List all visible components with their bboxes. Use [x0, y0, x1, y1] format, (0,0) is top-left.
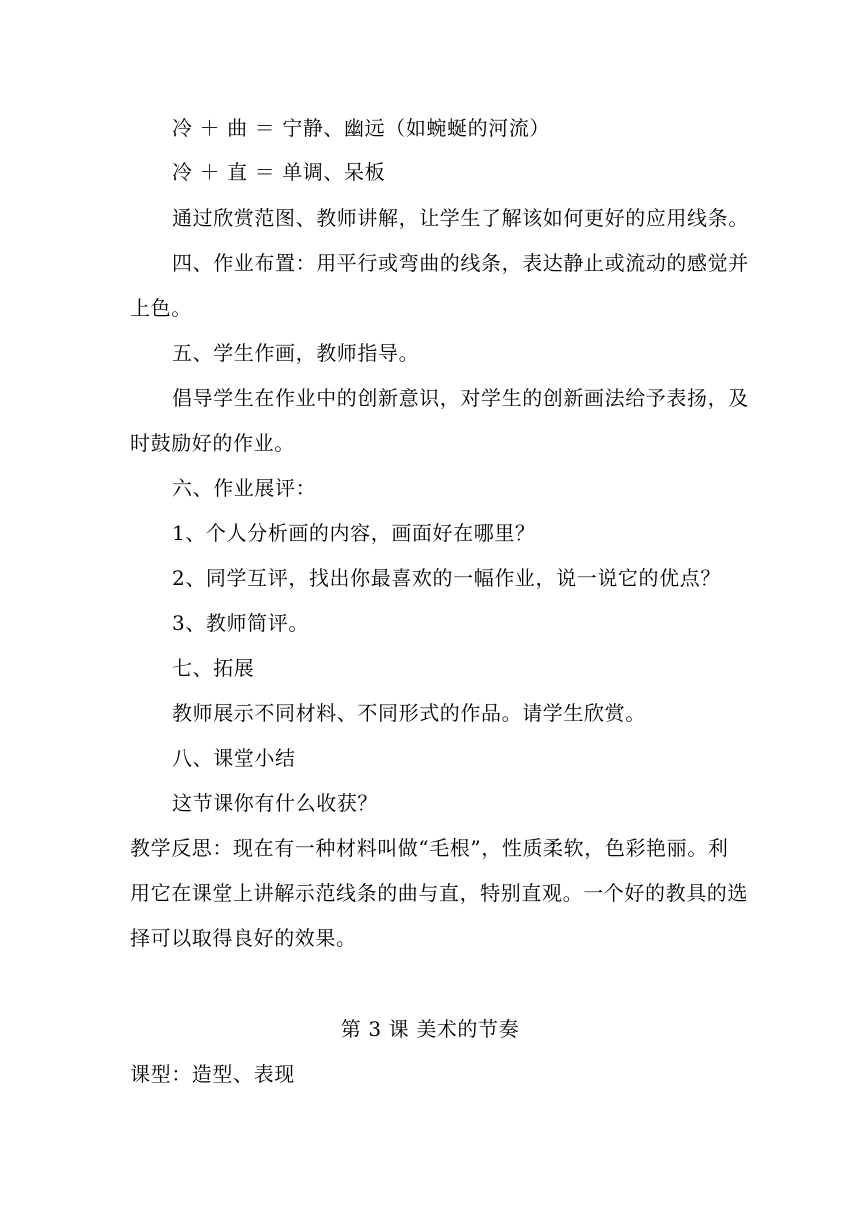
text-line: 用它在课堂上讲解示范线条的曲与直，特别直观。一个好的教具的选 — [130, 881, 748, 905]
text-line: 择可以取得良好的效果。 — [130, 926, 357, 950]
text-line: 倡导学生在作业中的创新意识，对学生的创新画法给予表扬，及 — [172, 386, 749, 410]
text-line: 四、作业布置：用平行或弯曲的线条，表达静止或流动的感觉并 — [172, 251, 749, 275]
text-line: 上色。 — [130, 296, 192, 320]
text-line: 1、个人分析画的内容，画面好在哪里？ — [172, 521, 536, 545]
text-line: 2、同学互评，找出你最喜欢的一幅作业，说一说它的优点？ — [172, 566, 721, 590]
text-line: 时鼓励好的作业。 — [130, 431, 295, 455]
text-line: 3、教师简评。 — [172, 611, 309, 635]
text-line: 教学反思：现在有一种材料叫做“毛根”，性质柔软，色彩艳丽。利 — [130, 836, 729, 860]
text-line: 冷 ＋ 直 ＝ 单调、呆板 — [172, 160, 386, 184]
text-line: 五、学生作画，教师指导。 — [172, 341, 420, 365]
text-line: 教师展示不同材料、不同形式的作品。请学生欣赏。 — [172, 701, 646, 725]
text-line: 七、拓展 — [172, 656, 255, 680]
text-line: 六、作业展评： — [172, 476, 317, 500]
text-line: 冷 ＋ 曲 ＝ 宁静、幽远（如蜿蜒的河流） — [172, 116, 551, 140]
text-line: 八、课堂小结 — [172, 746, 296, 770]
text-line: 这节课你有什么收获？ — [172, 791, 378, 815]
text-line: 通过欣赏范图、教师讲解，让学生了解该如何更好的应用线条。 — [172, 206, 749, 230]
lesson-type: 课型：造型、表现 — [130, 1062, 295, 1086]
lesson-title: 第 3 课 美术的节奏 — [340, 1017, 520, 1041]
